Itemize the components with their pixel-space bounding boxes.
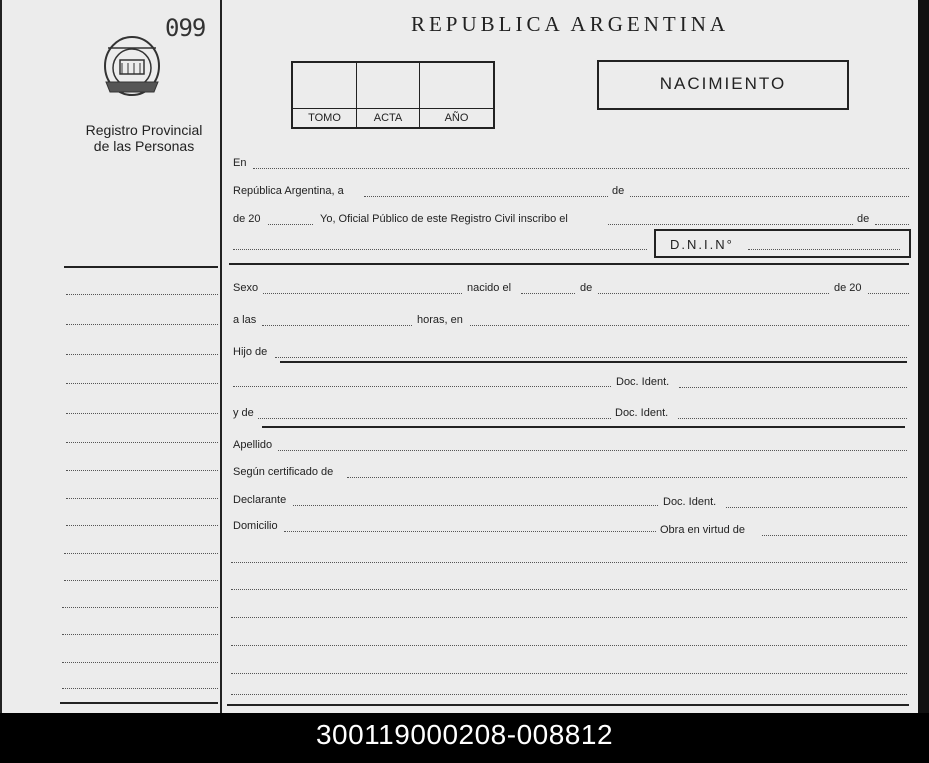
stub-line-5[interactable] — [66, 413, 218, 414]
de20-label: de 20 — [233, 213, 261, 225]
day-field[interactable] — [364, 196, 608, 197]
father-field[interactable] — [275, 357, 907, 358]
nacido-el-label: nacido el — [467, 282, 512, 294]
tomo-acta-ano-boxes — [291, 61, 495, 129]
stub-line-15[interactable] — [62, 688, 218, 689]
notes-line-5[interactable] — [231, 673, 907, 674]
birth-month-field[interactable] — [598, 293, 829, 294]
handwritten-number: 099 — [165, 14, 206, 42]
obra-label: Obra en virtud de — [660, 524, 745, 536]
oficial-text: Yo, Oficial Público de este Registro Civil inscribo el — [320, 213, 568, 225]
stub-divider — [220, 0, 222, 713]
doc-ident-label-3: Doc. Ident. — [663, 496, 717, 508]
a-las-label: a las — [233, 314, 257, 326]
father-divider — [280, 361, 907, 363]
tomo-label: TOMO — [293, 108, 357, 128]
de-label-1: de — [612, 185, 625, 197]
y-de-label: y de — [233, 407, 254, 419]
provincial-seal-icon — [98, 32, 166, 106]
declarante-field[interactable] — [293, 505, 658, 506]
sexo-label: Sexo — [233, 282, 259, 294]
certificado-field[interactable] — [347, 477, 907, 478]
stub-line-4[interactable] — [66, 383, 218, 384]
stub-line-3[interactable] — [66, 354, 218, 355]
stub-line-12[interactable] — [62, 607, 218, 608]
en-field[interactable] — [253, 168, 909, 169]
inscribed-field[interactable] — [608, 224, 853, 225]
de20b-label: de 20 — [834, 282, 862, 294]
barcode-number: 300119000208-008812 — [315, 719, 614, 750]
father-doc-field[interactable] — [679, 387, 907, 388]
doc-ident-label-1: Doc. Ident. — [616, 376, 670, 388]
ano-label: AÑO — [420, 108, 493, 128]
name-field[interactable] — [233, 249, 647, 250]
father-name-field[interactable] — [233, 386, 611, 387]
notes-line-4[interactable] — [231, 645, 907, 646]
notes-line-3[interactable] — [231, 617, 907, 618]
page-title: REPUBLICA ARGENTINA — [410, 12, 730, 36]
birth-year-field[interactable] — [868, 293, 909, 294]
document-type-box: NACIMIENTO — [597, 60, 849, 110]
hijo-de-label: Hijo de — [233, 346, 268, 358]
stub-line-7[interactable] — [66, 470, 218, 471]
stub-line-2[interactable] — [66, 324, 218, 325]
segun-label: Según certificado de — [233, 466, 334, 478]
declarante-label: Declarante — [233, 494, 287, 506]
stub-line-11[interactable] — [64, 580, 218, 581]
ano-box[interactable] — [420, 63, 493, 108]
birth-day-field[interactable] — [521, 293, 575, 294]
stub-line-1[interactable] — [66, 294, 218, 295]
de-label-3: de — [580, 282, 593, 294]
year-field[interactable] — [268, 224, 313, 225]
de-label-2: de — [857, 213, 870, 225]
en-label: En — [233, 157, 247, 169]
notes-line-6[interactable] — [231, 694, 907, 695]
mother-field[interactable] — [258, 418, 611, 419]
notes-line-1[interactable] — [231, 562, 907, 563]
sexo-field[interactable] — [263, 293, 462, 294]
apellido-field[interactable] — [278, 450, 907, 451]
bottom-rule-main — [227, 704, 909, 706]
declarante-doc-field[interactable] — [726, 507, 907, 508]
stub-bottom-rule — [60, 702, 218, 704]
left-border — [0, 0, 2, 713]
place-field[interactable] — [470, 325, 909, 326]
stub-line-13[interactable] — [62, 634, 218, 635]
apellido-label: Apellido — [233, 439, 273, 451]
mother-divider — [262, 426, 905, 428]
notes-line-2[interactable] — [231, 589, 907, 590]
dni-box[interactable] — [654, 229, 911, 258]
inscribed-end-field[interactable] — [875, 224, 909, 225]
registry-name-line1: Registro Provincial — [85, 122, 203, 138]
domicilio-field[interactable] — [284, 531, 656, 532]
dni-label: D.N.I.N° — [670, 237, 734, 252]
domicilio-label: Domicilio — [233, 520, 278, 532]
stub-line-14[interactable] — [62, 662, 218, 663]
stub-line-9[interactable] — [66, 525, 218, 526]
stub-line-8[interactable] — [66, 498, 218, 499]
doc-ident-label-2: Doc. Ident. — [615, 407, 669, 419]
acta-box[interactable] — [357, 63, 420, 108]
mother-doc-field[interactable] — [678, 418, 907, 419]
registry-name-line2: de las Personas — [93, 138, 195, 154]
barcode-footer — [0, 713, 929, 763]
obra-field[interactable] — [762, 535, 907, 536]
section-divider — [229, 263, 909, 265]
month-field[interactable] — [630, 196, 909, 197]
horas-en-label: horas, en — [417, 314, 463, 326]
stub-top-rule — [64, 266, 218, 268]
tomo-box[interactable] — [293, 63, 357, 108]
stub-line-6[interactable] — [66, 442, 218, 443]
hour-field[interactable] — [262, 325, 412, 326]
acta-label: ACTA — [357, 108, 420, 128]
republica-label: República Argentina, a — [233, 185, 344, 197]
stub-line-10[interactable] — [64, 553, 218, 554]
registry-name — [60, 122, 228, 154]
right-edge-shadow — [918, 0, 929, 713]
dni-field[interactable] — [748, 249, 900, 250]
